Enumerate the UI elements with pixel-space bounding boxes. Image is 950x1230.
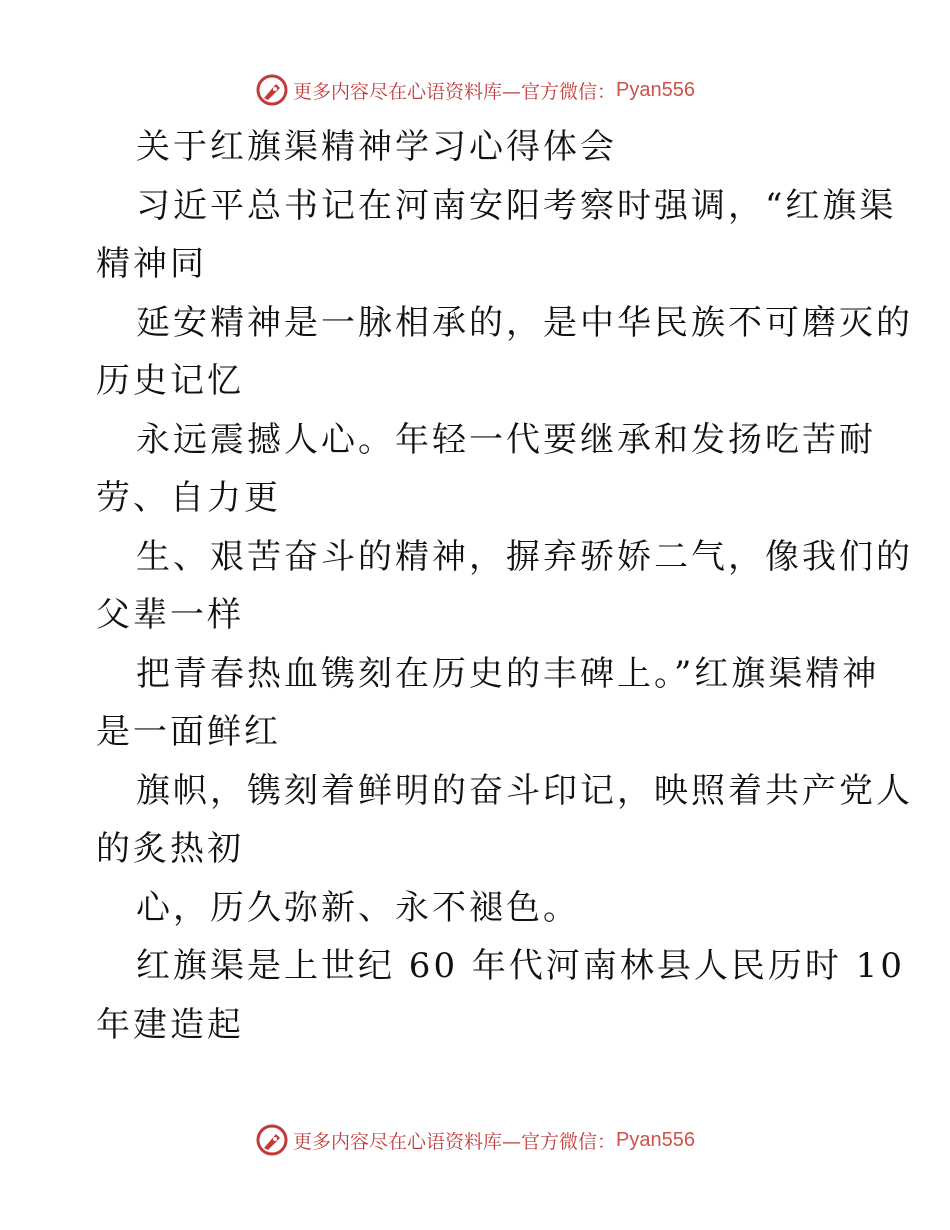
paragraph-line: 劳、自力更 — [96, 478, 281, 518]
paragraph-line: 父辈一样 — [96, 595, 244, 635]
pen-nib-logo-icon — [255, 73, 289, 107]
header-banner-text: 更多内容尽在心语资料库—官方微信： — [293, 80, 617, 103]
paragraph-line: 延安精神是一脉相承的，是中华民族不可磨灭的 — [136, 302, 913, 343]
header-banner-brand: Pyan556 — [616, 78, 695, 101]
paragraph-line: 的炙热初 — [96, 829, 244, 869]
document-body — [96, 118, 913, 1054]
paragraph-line: 是一面鲜红 — [96, 712, 281, 752]
paragraph-line: 习近平总书记在河南安阳考察时强调，“红旗渠 — [136, 185, 897, 226]
header-banner — [0, 70, 950, 110]
paragraph-line: 红旗渠是上世纪 60 年代河南林县人民历时 10 — [136, 946, 905, 986]
paragraph-line: 永远震撼人心。年轻一代要继承和发扬吃苦耐 — [136, 419, 876, 460]
paragraph-line: 历史记忆 — [96, 361, 244, 401]
paragraph-line: 心，历久弥新、永不褪色。 — [136, 887, 580, 928]
document-title: 关于红旗渠精神学习心得体会 — [136, 127, 617, 167]
paragraph-line: 年建造起 — [96, 1004, 244, 1045]
pen-nib-logo-icon — [255, 1123, 289, 1157]
paragraph-line: 旗帜，镌刻着鲜明的奋斗印记，映照着共产党人 — [136, 770, 913, 811]
paragraph-line: 生、艰苦奋斗的精神，摒弃骄娇二气，像我们的 — [136, 536, 913, 577]
paragraph-line: 把青春热血镌刻在历史的丰碑上。”红旗渠精神 — [136, 653, 880, 694]
footer-banner — [0, 1120, 950, 1160]
footer-banner-text: 更多内容尽在心语资料库—官方微信： — [293, 1130, 617, 1153]
footer-banner-brand: Pyan556 — [616, 1128, 695, 1151]
paragraph-line: 精神同 — [96, 244, 207, 284]
